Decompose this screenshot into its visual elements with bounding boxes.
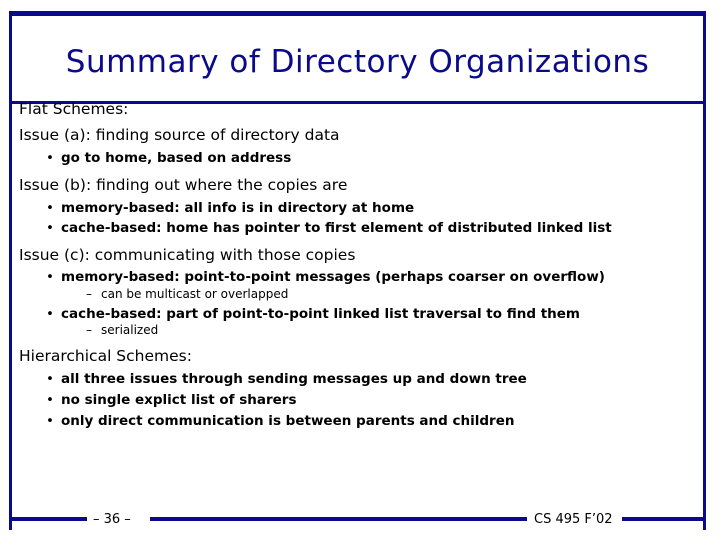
footer-rule-left xyxy=(9,517,87,521)
bullet-memory-based-b xyxy=(46,200,414,216)
heading-issue-a xyxy=(19,126,340,144)
line-text: Issue (c): communicating with those copies xyxy=(19,246,356,264)
bullet-three-issues xyxy=(46,371,527,387)
bullet-memory-based-c xyxy=(46,269,605,285)
line-text: Hierarchical Schemes: xyxy=(19,347,192,365)
line-text: Flat Schemes: xyxy=(19,100,129,118)
line-text: memory-based: point-to-point messages (perhaps coarser on overflow) xyxy=(61,269,605,285)
dash-icon: – xyxy=(86,287,92,301)
slide-title: Summary of Directory Organizations xyxy=(65,43,650,80)
bullet-icon: • xyxy=(46,150,54,166)
subbullet-multicast xyxy=(86,287,288,301)
bullet-icon: • xyxy=(46,371,54,387)
page-number: – 36 – xyxy=(93,512,131,527)
line-text: Issue (a): finding source of directory data xyxy=(19,126,340,144)
line-text: go to home, based on address xyxy=(61,150,292,166)
bullet-icon: • xyxy=(46,413,54,429)
bullet-cache-based-c xyxy=(46,306,580,322)
bullet-icon: • xyxy=(46,200,54,216)
heading-issue-b xyxy=(19,176,347,194)
bullet-icon: • xyxy=(46,269,54,285)
heading-flat-schemes xyxy=(19,100,128,118)
line-text: all three issues through sending messages up and down tree xyxy=(61,371,527,387)
line-text: only direct communication is between parents and children xyxy=(61,413,515,429)
bullet-cache-based-b xyxy=(46,220,612,236)
bullet-icon: • xyxy=(46,220,54,236)
line-text: cache-based: part of point-to-point linked list traversal to find them xyxy=(61,306,580,322)
bullet-icon: • xyxy=(46,392,54,408)
heading-hierarchical-schemes xyxy=(19,347,192,365)
line-text: memory-based: all info is in directory at home xyxy=(61,200,415,216)
footer-rule-middle xyxy=(150,517,527,521)
bullet-no-single-list xyxy=(46,392,297,408)
footer-rule-right xyxy=(622,517,706,521)
title-box xyxy=(9,11,706,104)
heading-issue-c xyxy=(19,246,355,264)
bullet-go-to-home xyxy=(46,150,291,166)
bullet-icon: • xyxy=(46,306,54,322)
line-text: no single explict list of sharers xyxy=(61,392,297,408)
dash-icon: – xyxy=(86,323,92,337)
course-label: CS 495 F’02 xyxy=(534,512,613,527)
subbullet-serialized xyxy=(86,323,158,337)
line-text: cache-based: home has pointer to first element of distributed linked list xyxy=(61,220,612,236)
line-text: serialized xyxy=(101,323,159,337)
line-text: Issue (b): finding out where the copies are xyxy=(19,176,348,194)
line-text: can be multicast or overlapped xyxy=(101,287,289,301)
bullet-direct-communication xyxy=(46,413,514,429)
